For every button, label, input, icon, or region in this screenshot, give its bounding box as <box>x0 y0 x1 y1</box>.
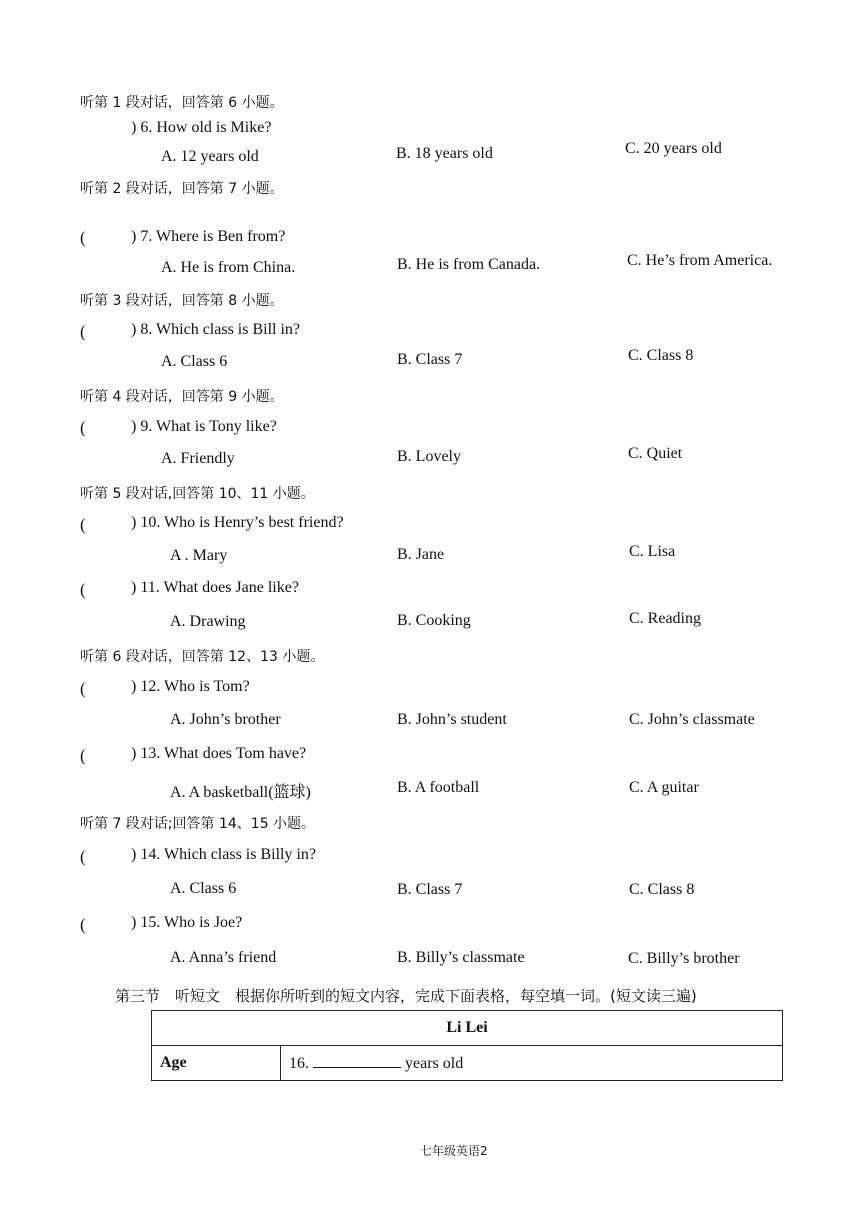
option-a: A. Class 6 <box>170 880 237 897</box>
answer-paren: ( <box>80 847 86 866</box>
option-b: B. Class 7 <box>397 351 463 368</box>
section-header-5: 听第 5 段对话,回答第 10、11 小题。 <box>80 486 315 502</box>
option-a: A. 12 years old <box>161 148 259 165</box>
option-c: C. He’s from America. <box>627 252 773 269</box>
question-text: ) 12. Who is Tom? <box>131 678 250 695</box>
answer-paren: ( <box>80 915 86 934</box>
option-c: C. Billy’s brother <box>628 950 740 967</box>
answer-paren: ( <box>80 322 86 341</box>
table-row-label: Age <box>152 1046 281 1081</box>
answer-blank[interactable] <box>313 1053 401 1068</box>
option-c: C. Class 8 <box>629 881 695 898</box>
option-b: B. Billy’s classmate <box>397 949 525 966</box>
question-text: ) 9. What is Tony like? <box>131 418 277 435</box>
option-c: C. Class 8 <box>628 347 694 364</box>
section-header-7: 听第 7 段对话;回答第 14、15 小题。 <box>80 816 316 832</box>
item-number: 16. <box>289 1055 309 1072</box>
option-b: B. A football <box>397 779 480 796</box>
option-a: A. Class 6 <box>161 353 228 370</box>
option-c: C. John’s classmate <box>629 711 755 728</box>
option-a: A. A basketball(篮球) <box>170 784 311 801</box>
section-header-4: 听第 4 段对话，回答第 9 小题。 <box>80 389 284 405</box>
option-a: A. John’s brother <box>170 711 281 728</box>
info-table <box>151 1010 783 1081</box>
option-c: C. Reading <box>629 610 701 627</box>
question-text: ) 6. How old is Mike? <box>131 119 272 136</box>
answer-paren: ( <box>80 418 86 437</box>
option-b: B. He is from Canada. <box>397 256 541 273</box>
section-3-instructions: 第三节 听短文 根据你所听到的短文内容，完成下面表格，每空填一词。(短文读三遍) <box>115 987 697 1005</box>
question-text: ) 11. What does Jane like? <box>131 579 299 596</box>
section-header-1: 听第 1 段对话，回答第 6 小题。 <box>80 95 284 111</box>
item-suffix: years old <box>405 1055 464 1072</box>
answer-paren: ( <box>80 580 86 599</box>
page-footer: 七年级英语2 <box>420 1144 488 1158</box>
option-b: B. Lovely <box>397 448 461 465</box>
option-a: A. He is from China. <box>161 259 296 276</box>
section-header-2: 听第 2 段对话，回答第 7 小题。 <box>80 181 284 197</box>
question-text: ) 10. Who is Henry’s best friend? <box>131 514 344 531</box>
option-a: A . Mary <box>170 547 228 564</box>
option-b: B. Class 7 <box>397 881 463 898</box>
section-header-6: 听第 6 段对话，回答第 12、13 小题。 <box>80 649 325 665</box>
table-row-value <box>281 1046 783 1081</box>
table-title: Li Lei <box>152 1011 783 1046</box>
option-a: A. Friendly <box>161 450 235 467</box>
question-text: ) 14. Which class is Billy in? <box>131 846 317 863</box>
question-text: ) 7. Where is Ben from? <box>131 228 286 245</box>
question-text: ) 15. Who is Joe? <box>131 914 243 931</box>
option-b: B. John’s student <box>397 711 507 728</box>
option-c: C. 20 years old <box>625 140 722 157</box>
section-header-3: 听第 3 段对话，回答第 8 小题。 <box>80 293 284 309</box>
answer-paren: ( <box>80 679 86 698</box>
option-c: C. A guitar <box>629 779 699 796</box>
option-c: C. Quiet <box>628 445 683 462</box>
question-text: ) 13. What does Tom have? <box>131 745 307 762</box>
option-b: B. Cooking <box>397 612 471 629</box>
option-b: B. 18 years old <box>396 145 493 162</box>
answer-paren: ( <box>80 746 86 765</box>
option-c: C. Lisa <box>629 543 676 560</box>
answer-paren: ( <box>80 228 86 247</box>
option-a: A. Anna’s friend <box>170 949 277 966</box>
option-a: A. Drawing <box>170 613 246 630</box>
answer-paren: ( <box>80 515 86 534</box>
option-b: B. Jane <box>397 546 445 563</box>
question-text: ) 8. Which class is Bill in? <box>131 321 301 338</box>
